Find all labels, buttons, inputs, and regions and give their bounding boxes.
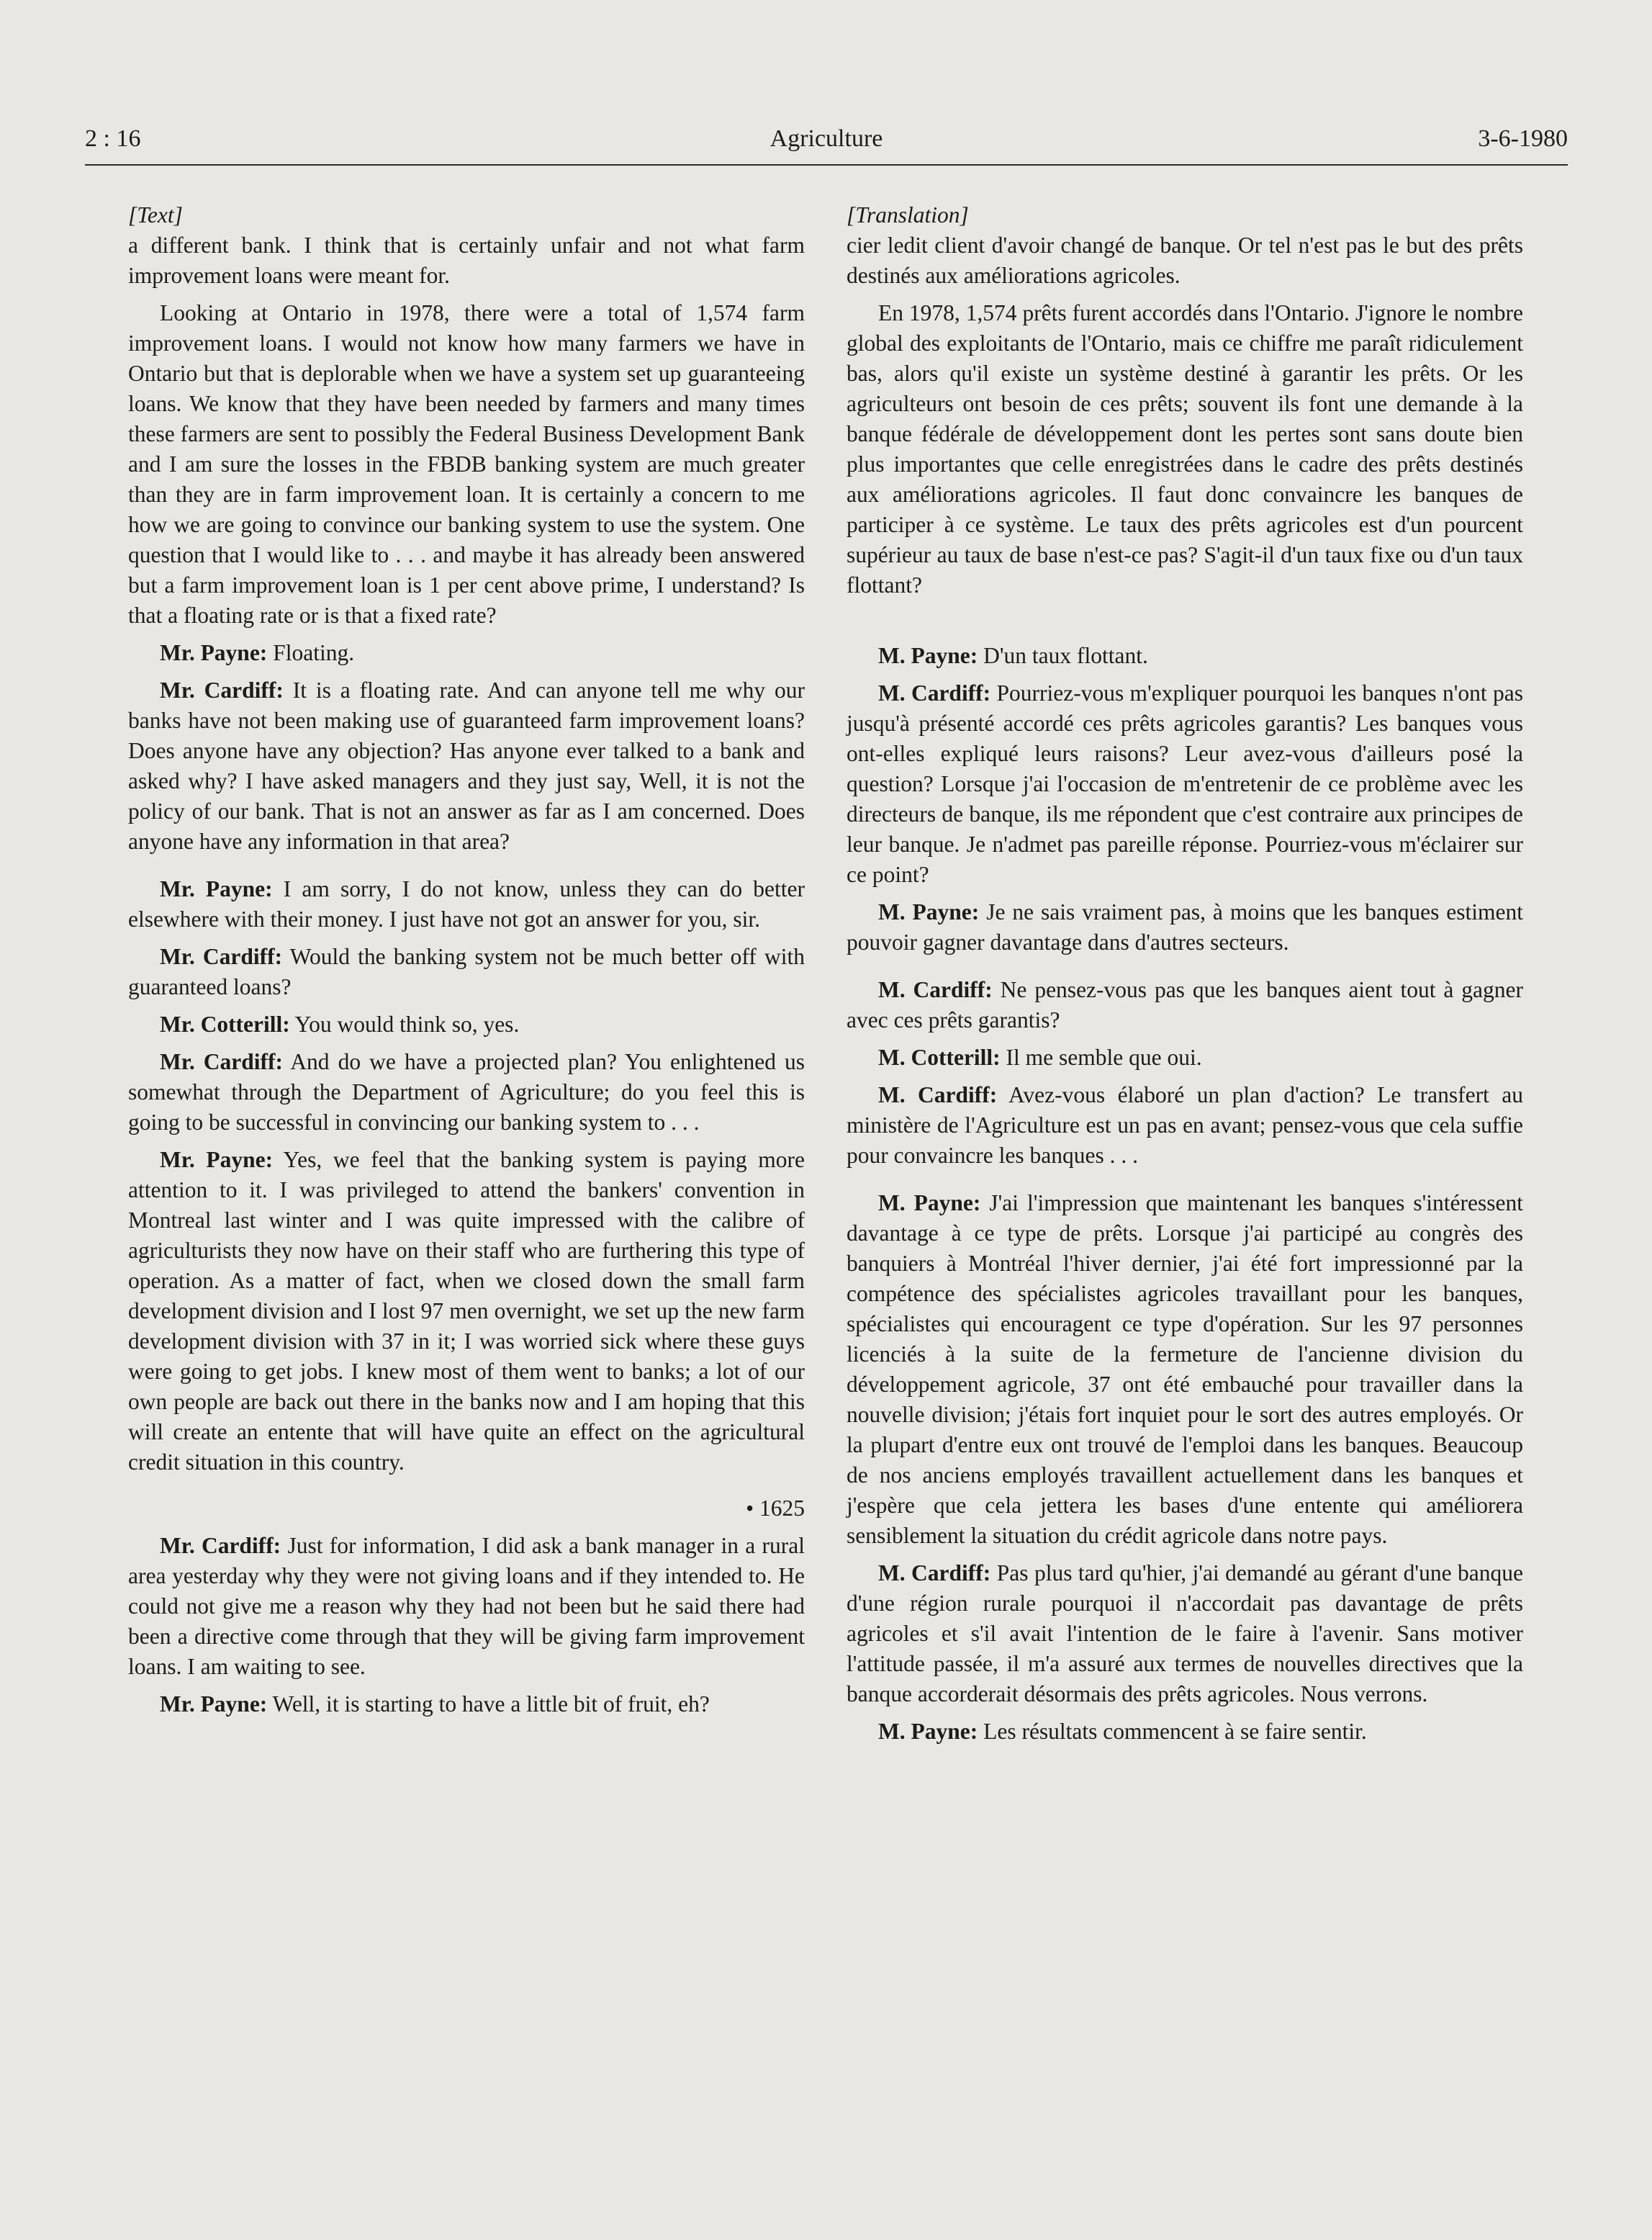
paragraph: En 1978, 1,574 prêts furent accordés dans l'Ontario. J'ignore le nombre global des exploitants de l'Ontario, mais ce chiffre me paraît ridiculement bas, alors qu'il existe un système destiné à garantir les prêts. Or les agriculteurs ont besoin de ces prêts; souvent ils font une demande à la banque fédérale de développement dont les pertes sont sans doute bien plus importantes que celle enregistrées dans le cadre des prêts destinés aux améliorations agricoles. Il faut donc convaincre les banques de participer à ce système. Le taux des prêts agricoles est d'un pourcent supérieur au taux de base n'est-ce pas? S'agit-il d'un taux fixe ou d'un taux flottant? bbox=[847, 300, 1523, 598]
paragraph: Mr. Cotterill: You would think so, yes. bbox=[160, 1012, 520, 1037]
page-date: 3-6-1980 bbox=[1478, 125, 1568, 152]
time-marker: • 1625 bbox=[746, 1495, 805, 1521]
page-title: Agriculture bbox=[769, 125, 883, 152]
paragraph: M. Cotterill: Il me semble que oui. bbox=[878, 1045, 1202, 1070]
paragraph: M. Payne: Je ne sais vraiment pas, à moins que les banques estiment pouvoir gagner davantage dans d'autres secteurs. bbox=[847, 899, 1523, 955]
paragraph: M. Payne: Les résultats commencent à se faire sentir. bbox=[878, 1719, 1367, 1744]
paragraph: Mr. Cardiff: Just for information, I did ask a bank manager in a rural area yesterday why they were not giving loans and if they intended to. He could not give me a reason why they had not been but he said there had been a directive come through that they will be giving farm improvement loans. I am waiting to see. bbox=[128, 1533, 805, 1679]
page-header bbox=[85, 121, 1568, 166]
paragraph: M. Cardiff: Pourriez-vous m'expliquer pourquoi les banques n'ont pas jusqu'à présenté accordé ces prêts agricoles garantis? Les banques vous ont-elles expliqué leurs raisons? Leur avez-vous d'ailleurs posé la question? Lorsque j'ai l'occasion de m'entretenir de ce problème avec les directeurs de banque, ils me répondent que c'est contraire aux principes de leur banque. Je n'admet pas pareille réponse. Pourriez-vous m'éclairer sur ce point? bbox=[847, 680, 1524, 887]
paragraph: Looking at Ontario in 1978, there were a total of 1,574 farm improvement loans. I would not know how many farmers we have in Ontario but that is deplorable when we have a system set up guaranteeing loans. We know that they have been needed by farmers and many times these farmers are sent to possibly the Federal Business Development Bank and I am sure the losses in the FBDB banking system are much greater than they are in farm improvement loan. It is certainly a concern to me how we are going to convince our banking system to use the system. One question that I would like to . . . and maybe it has already been answered but a farm improvement loan is 1 per cent above prime, I understand? Is that a floating rate or is that a fixed rate? bbox=[128, 300, 805, 628]
paragraph: Mr. Cardiff: Would the banking system not be much better off with guaranteed loans? bbox=[128, 944, 805, 999]
french-column bbox=[847, 200, 1523, 1747]
paragraph: Mr. Payne: Well, it is starting to have a little bit of fruit, eh? bbox=[160, 1691, 710, 1717]
column-label: [Translation] bbox=[847, 202, 969, 228]
paragraph: Mr. Cardiff: It is a floating rate. And can anyone tell me why our banks have not been making use of guaranteed farm improvement loans? Does anyone have any objection? Has anyone ever talked to a bank and asked why? I have asked managers and they just say, Well, it is not the policy of our bank. That is not an answer as far as I am concerned. Does anyone have any information in that area? bbox=[128, 678, 805, 854]
english-column bbox=[128, 200, 805, 1719]
paragraph: M. Payne: J'ai l'impression que maintenant les banques s'intéressent davantage à ce type de prêts. Lorsque j'ai participé au congrès des banquiers à Montréal l'hiver dernier, j'ai été fort impressionné par la compétence des spécialistes agricoles travaillant pour les banques, spécialistes qui encouragent ce type d'opération. Sur les 97 personnes licenciés à la suite de la fermeture de l'ancienne division du développement agricole, 37 ont été embauché pour travailler dans la nouvelle division; j'étais fort inquiet pour le sort des autres employés. Or la plupart d'entre eux ont trouvé de l'emploi dans les banques. Beaucoup de nos anciens employés travaillent actuellement dans les banques et j'espère que cela jettera les bases d'une entente qui améliorera sensiblement la situation du crédit agricole dans notre pays. bbox=[847, 1190, 1523, 1548]
paragraph: M. Cardiff: Ne pensez-vous pas que les banques aient tout à gagner avec ces prêts garantis? bbox=[847, 977, 1523, 1033]
paragraph: M. Cardiff: Pas plus tard qu'hier, j'ai demandé au gérant d'une banque d'une région rurale pourquoi il n'accordait pas davantage de prêts agricoles et s'il avait l'intention de le faire à l'avenir. Sans motiver l'attitude passée, il m'a assuré aux termes de nouvelles directives que la banque accorderait désormais des prêts agricoles. Nous verrons. bbox=[847, 1560, 1523, 1706]
paragraph: Mr. Payne: Floating. bbox=[160, 640, 355, 665]
paragraph: Mr. Cardiff: And do we have a projected plan? You enlightened us somewhat through the Department of Agriculture; do you feel this is going to be successful in convincing our banking system to . . . bbox=[128, 1049, 805, 1135]
paragraph: M. Payne: D'un taux flottant. bbox=[878, 643, 1148, 668]
paragraph: cier ledit client d'avoir changé de banque. Or tel n'est pas le but des prêts destinés aux améliorations agricoles. bbox=[847, 233, 1523, 288]
page-number: 2 : 16 bbox=[85, 125, 141, 152]
column-label: [Text] bbox=[128, 202, 183, 228]
paragraph: M. Cardiff: Avez-vous élaboré un plan d'action? Le transfert au ministère de l'Agriculture est un pas en avant; pensez-vous que cela suffie pour convaincre les banques . . . bbox=[847, 1082, 1523, 1168]
paragraph: Mr. Payne: I am sorry, I do not know, unless they can do better elsewhere with their money. I just have not got an answer for you, sir. bbox=[128, 876, 805, 932]
paragraph: Mr. Payne: Yes, we feel that the banking system is paying more attention to it. I was privileged to attend the bankers' convention in Montreal last winter and I was quite impressed with the calibre of agriculturists they now have on their staff who are furthering this type of operation. As a matter of fact, when we closed down the small farm development division and I lost 97 men overnight, we set up the new farm development division with 37 in it; I was worried sick where these guys were going to get jobs. I knew most of them went to banks; a lot of our own people are back out there in the banks now and I am hoping that this will create an entente that will have quite an effect on the agricultural credit situation in this country. bbox=[128, 1147, 805, 1475]
paragraph: a different bank. I think that is certainly unfair and not what farm improvement loans were meant for. bbox=[128, 233, 805, 288]
